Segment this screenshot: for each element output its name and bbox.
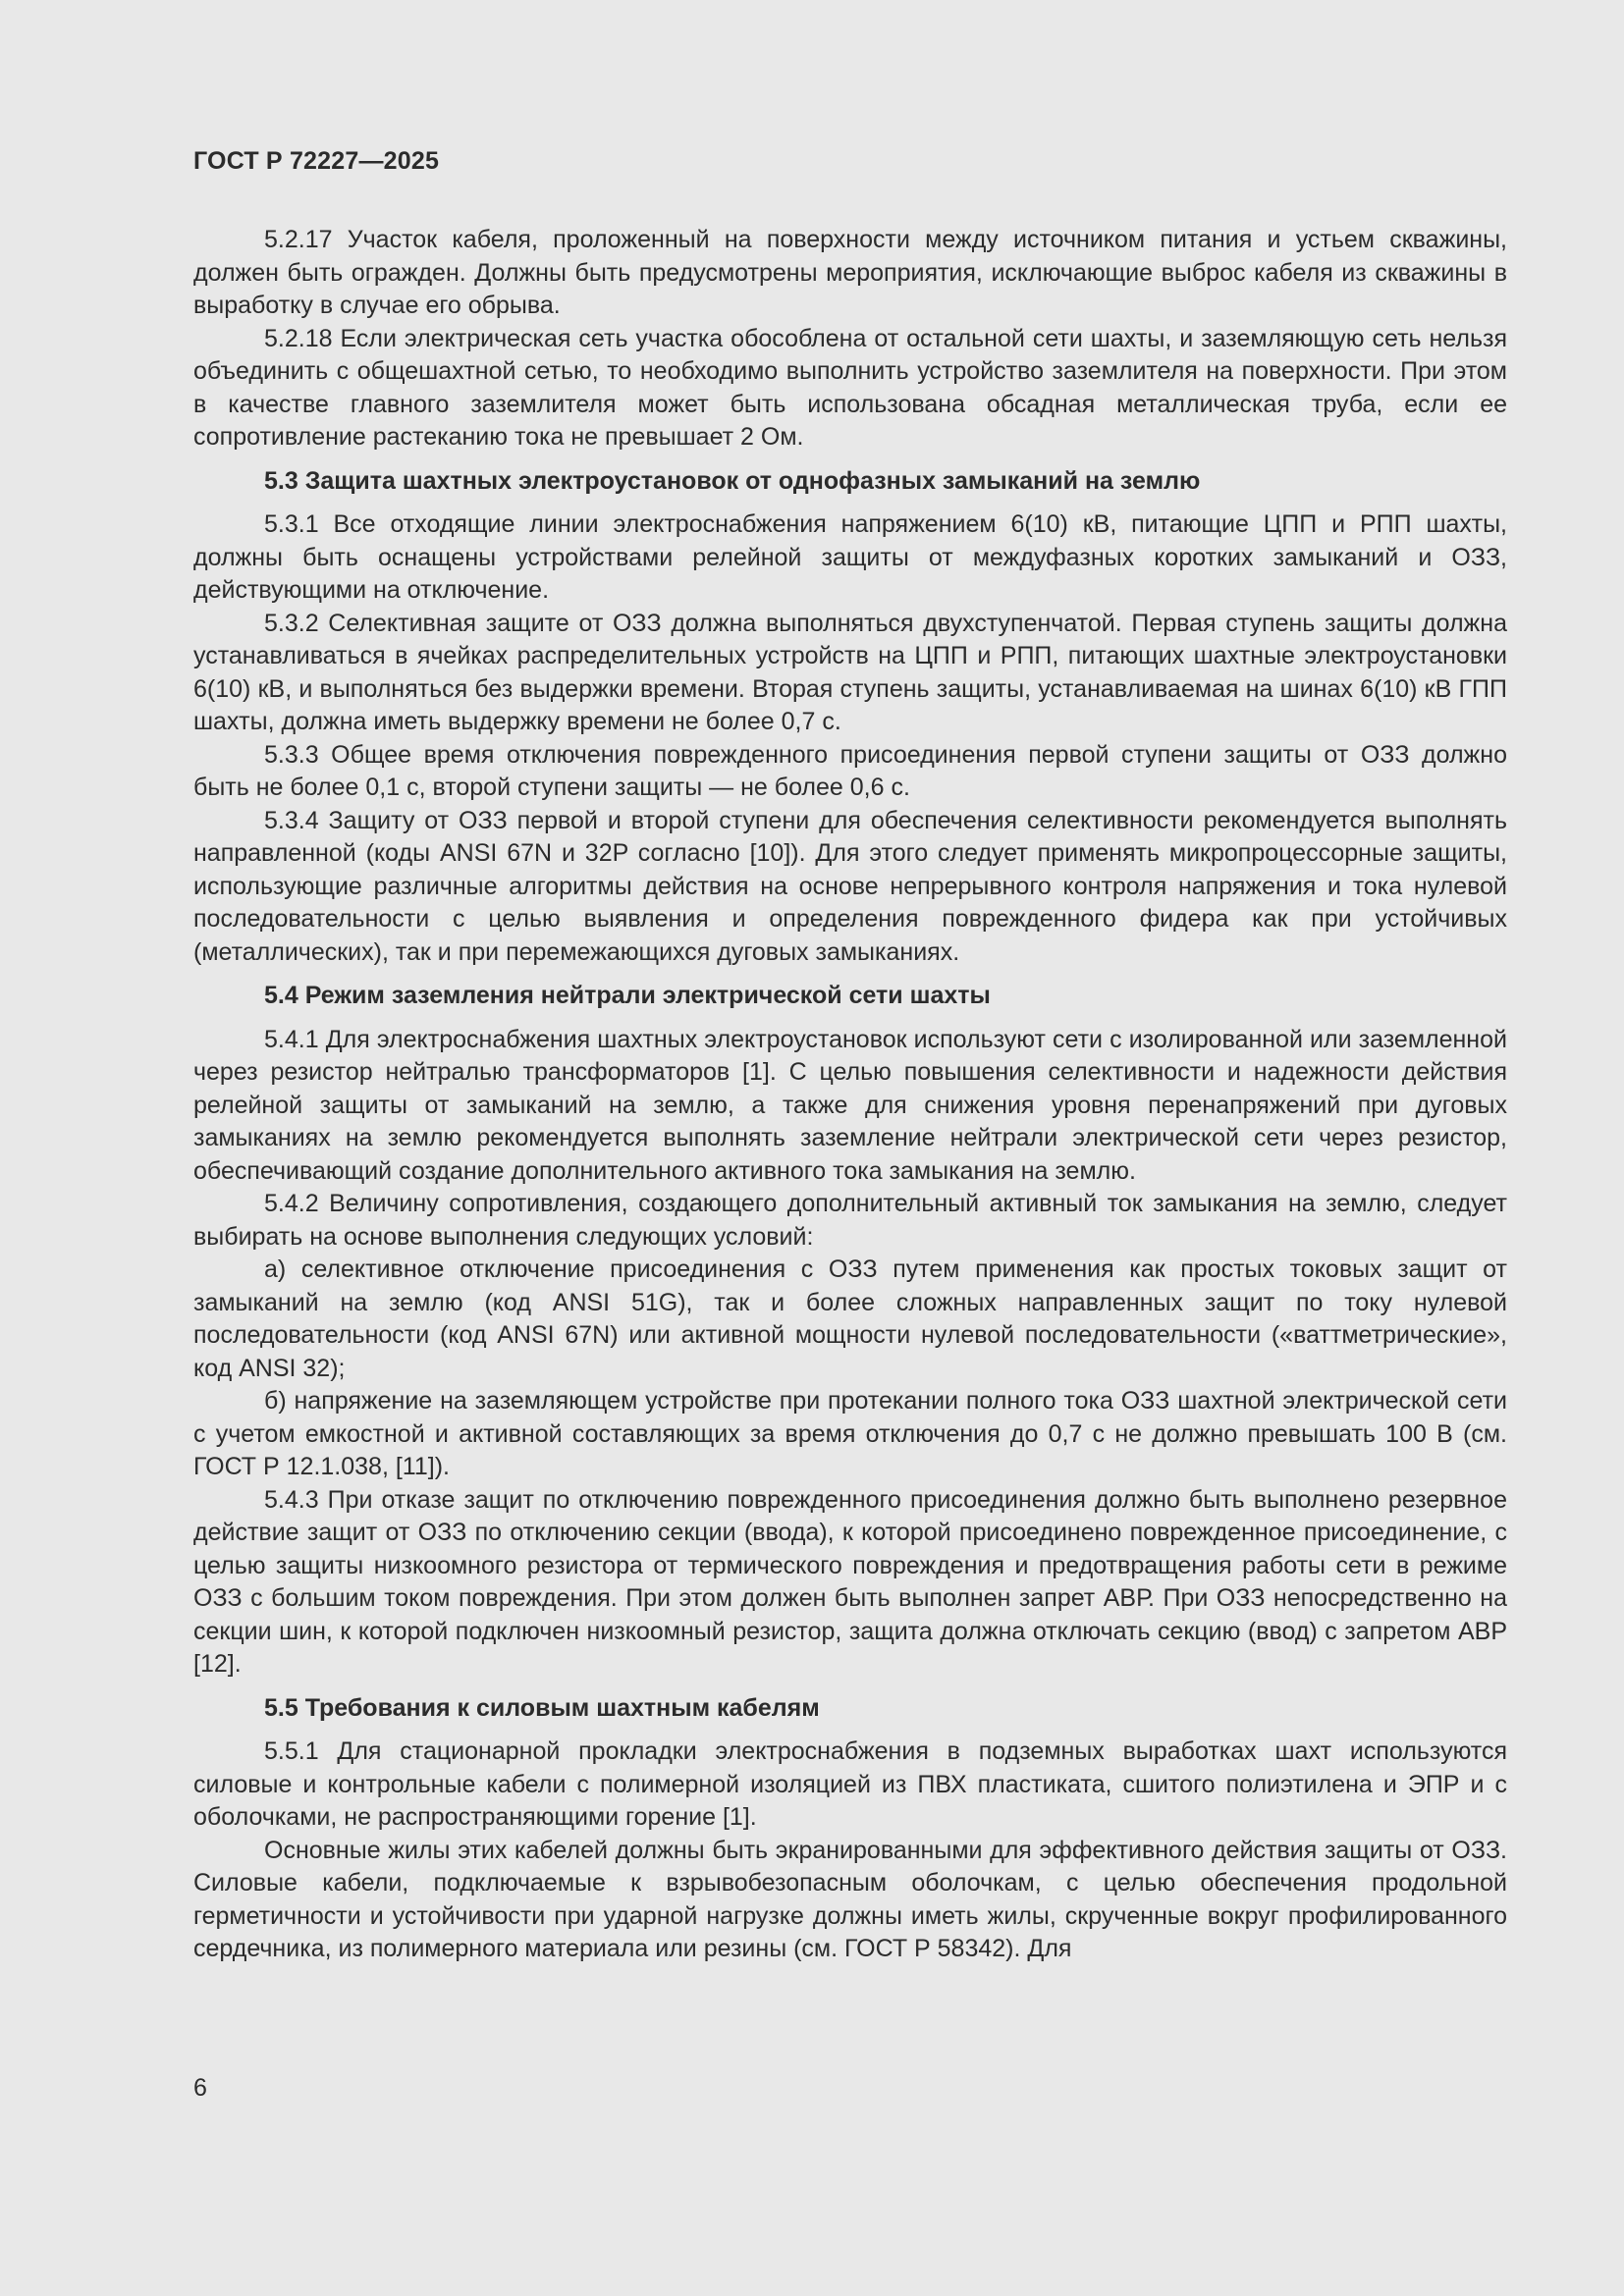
section-heading-5-5: 5.5 Требования к силовым шахтным кабелям: [264, 1693, 820, 1722]
paragraph-5-3-2: 5.3.2 Селективная защите от ОЗЗ должна выполняться двухступенчатой. Первая ступень защиты должна устанавливаться в ячейках распределительных устройств на ЦПП и РПП, питающих шахтные электроустановки 6(10) кВ, и выполняться без выдержки времени. Вторая ступень защиты, устанавливаемая на шинах 6(10) кВ ГПП шахты, должна иметь выдержку времени не более 0,7 с.: [193, 609, 1507, 735]
paragraph-5-4-2: 5.4.2 Величину сопротивления, создающего дополнительный активный ток замыкания на землю, следует выбирать на основе выполнения следующих условий:: [193, 1190, 1507, 1251]
paragraph-5-4-3: 5.4.3 При отказе защит по отключению поврежденного присоединения должно быть выполнено резервное действие защит от ОЗЗ по отключению секции (ввода), к которой присоединено поврежденное присоединение, с целью защиты низкоомного резистора от термического повреждения и предотвращения работы сети в режиме ОЗЗ с большим током повреждения. При этом должен быть выполнен запрет АВР. При ОЗЗ непосредственно на секции шин, к которой подключен низкоомный резистор, защита должна отключать секцию (ввод) с запретом АВР [12].: [193, 1485, 1507, 1678]
paragraph-5-5-1: 5.5.1 Для стационарной прокладки электроснабжения в подземных выработках шахт используются силовые и контрольные кабели с полимерной изоляцией из ПВХ пластиката, сшитого полиэтилена и ЭПР и с оболочками, не распространяющими горение [1].: [193, 1737, 1507, 1831]
paragraph-5-2-17: 5.2.17 Участок кабеля, проложенный на поверхности между источником питания и устьем скважины, должен быть огражден. Должны быть предусмотрены мероприятия, исключающие выброс кабеля из скважины в выработку в случае его обрыва.: [193, 226, 1507, 319]
page-number: 6: [193, 2074, 207, 2102]
paragraph-5-3-3: 5.3.3 Общее время отключения поврежденного присоединения первой ступени защиты от ОЗЗ должно быть не более 0,1 с, второй ступени защиты — не более 0,6 с.: [193, 740, 1507, 801]
list-item-b: б) напряжение на заземляющем устройстве при протекании полного тока ОЗЗ шахтной электрической сети с учетом емкостной и активной составляющих за время отключения до 0,7 с не должно превышать 100 В (см. ГОСТ Р 12.1.038, [11]).: [193, 1387, 1507, 1480]
document-body: [193, 224, 1507, 1966]
section-heading-5-4: 5.4 Режим заземления нейтрали электрической сети шахты: [264, 982, 991, 1009]
section-heading-5-3: 5.3 Защита шахтных электроустановок от однофазных замыканий на землю: [264, 466, 1201, 495]
paragraph-5-2-18: 5.2.18 Если электрическая сеть участка обособлена от остальной сети шахты, и заземляющую сеть нельзя объединить с общешахтной сетью, то необходимо выполнить устройство заземлителя на поверхности. При этом в качестве главного заземлителя может быть использована обсадная металлическая труба, если ее сопротивление растеканию тока не превышает 2 Ом.: [193, 324, 1507, 451]
document-header-title: ГОСТ Р 72227—2025: [193, 147, 440, 175]
paragraph-5-3-4: 5.3.4 Защиту от ОЗЗ первой и второй ступени для обеспечения селективности рекомендуется выполнять направленной (коды ANSI 67N и 32P согласно [10]). Для этого следует применять микропроцессорные защиты, использующие различные алгоритмы действия на основе непрерывного контроля напряжения и тока нулевой последовательности с целью выявления и определения поврежденного фидера как при устойчивых (металлических), так и при перемежающихся дуговых замыканиях.: [193, 806, 1507, 966]
list-item-a: а) селективное отключение присоединения с ОЗЗ путем применения как простых токовых защит от замыканий на землю (код ANSI 51G), так и более сложных направленных защит по току нулевой последовательности (код ANSI 67N) или активной мощности нулевой последовательности («ваттметрические», код ANSI 32);: [193, 1255, 1507, 1382]
paragraph-cable-cores: Основные жилы этих кабелей должны быть экранированными для эффективного действия защиты от ОЗЗ. Силовые кабели, подключаемые к взрывобезопасным оболочкам, с целью обеспечения продольной герметичности и устойчивости при ударной нагрузке должны иметь жилы, скрученные вокруг профилированного сердечника, из полимерного материала или резины (см. ГОСТ Р 58342). Для: [193, 1836, 1507, 1962]
paragraph-5-4-1: 5.4.1 Для электроснабжения шахтных электроустановок используют сети с изолированной или заземленной через резистор нейтралью трансформаторов [1]. С целью повышения селективности и надежности действия релейной защиты от замыканий на землю, а также для снижения уровня перенапряжений при дуговых замыканиях на землю рекомендуется выполнять заземление нейтрали электрической сети через резистор, обеспечивающий создание дополнительного активного тока замыкания на землю.: [193, 1025, 1507, 1185]
paragraph-5-3-1: 5.3.1 Все отходящие линии электроснабжения напряжением 6(10) кВ, питающие ЦПП и РПП шахты, должны быть оснащены устройствами релейной защиты от междуфазных коротких замыканий и ОЗЗ, действующими на отключение.: [193, 510, 1507, 604]
